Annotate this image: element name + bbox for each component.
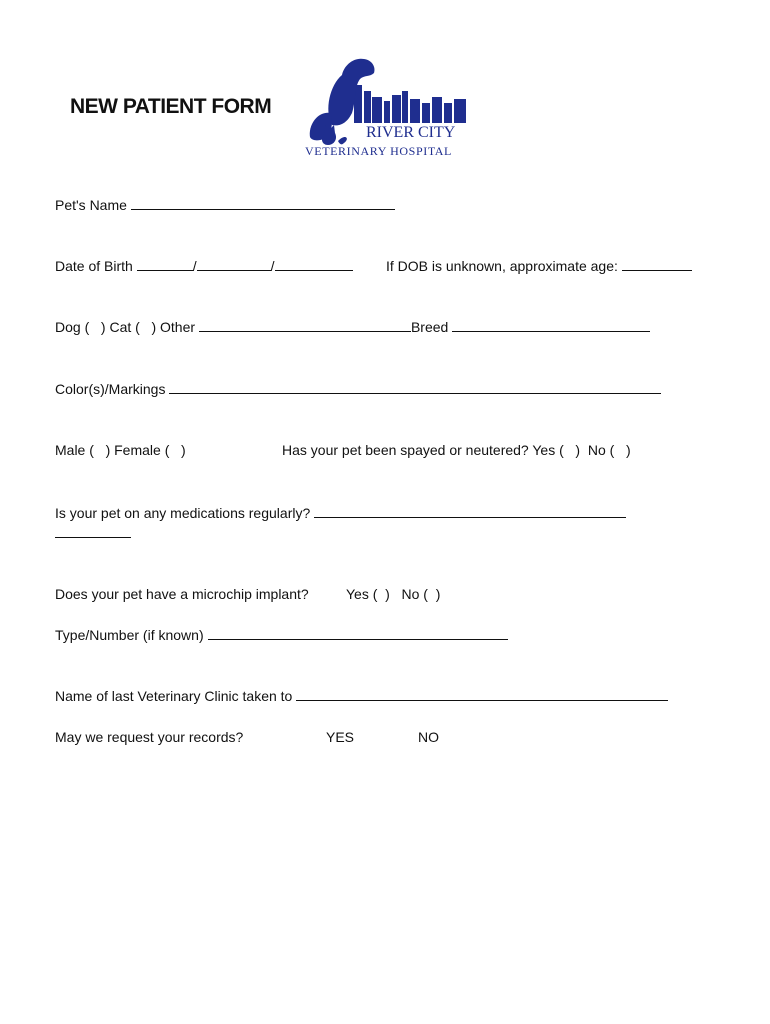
dob-separator-2: / [270, 258, 275, 274]
microchip-type-field[interactable] [208, 626, 508, 640]
last-clinic-label: Name of last Veterinary Clinic taken to [55, 688, 293, 704]
form-title: NEW PATIENT FORM [70, 95, 272, 118]
pet-name-row [55, 196, 395, 214]
dob-month-field[interactable] [137, 257, 193, 271]
medications-row [55, 504, 626, 522]
approx-age-field[interactable] [622, 257, 692, 271]
medications-label: Is your pet on any medications regularly? [55, 505, 311, 521]
logo-line2: VETERINARY HOSPITAL [305, 144, 452, 158]
microchip-row [55, 585, 309, 603]
last-clinic-row [55, 687, 668, 705]
dob-row [55, 257, 353, 275]
breed-label: Breed [410, 319, 449, 335]
cat-checkbox[interactable]: Cat ( ) [109, 319, 157, 335]
color-row [55, 380, 661, 398]
approx-age-row [386, 257, 692, 275]
logo-line1: RIVER CITY [366, 124, 456, 141]
pet-name-label: Pet's Name [55, 197, 127, 213]
sex-row [55, 441, 186, 459]
species-row [55, 318, 650, 336]
medications-field[interactable] [314, 504, 626, 518]
pet-name-field[interactable] [131, 196, 395, 210]
dob-day-field[interactable] [197, 257, 271, 271]
last-clinic-field[interactable] [296, 687, 668, 701]
microchip-question: Does your pet have a microchip implant? [55, 586, 309, 602]
river-city-logo [302, 55, 472, 160]
female-checkbox[interactable]: Female ( ) [114, 442, 186, 458]
records-no-option[interactable]: NO [418, 729, 439, 745]
records-question: May we request your records? [55, 729, 244, 745]
records-yes-option[interactable]: YES [326, 729, 355, 745]
dob-year-field[interactable] [275, 257, 353, 271]
color-field[interactable] [169, 380, 661, 394]
dob-label: Date of Birth [55, 258, 133, 274]
breed-field[interactable] [452, 318, 650, 332]
dog-checkbox[interactable]: Dog ( ) [55, 319, 106, 335]
spayed-question[interactable]: Has your pet been spayed or neutered? Yes ( ) No ( ) [282, 442, 631, 458]
male-checkbox[interactable]: Male ( ) [55, 442, 111, 458]
microchip-type-row [55, 626, 508, 644]
color-label: Color(s)/Markings [55, 381, 166, 397]
other-species-field[interactable] [199, 318, 411, 332]
microchip-type-label: Type/Number (if known) [55, 627, 204, 643]
microchip-options[interactable]: Yes ( ) No ( ) [346, 586, 441, 602]
medications-field-continued[interactable] [55, 524, 131, 538]
dob-separator-1: / [192, 258, 197, 274]
other-label: Other [160, 319, 196, 335]
approx-age-label: If DOB is unknown, approximate age: [386, 258, 618, 274]
medications-row-continued [55, 524, 131, 542]
